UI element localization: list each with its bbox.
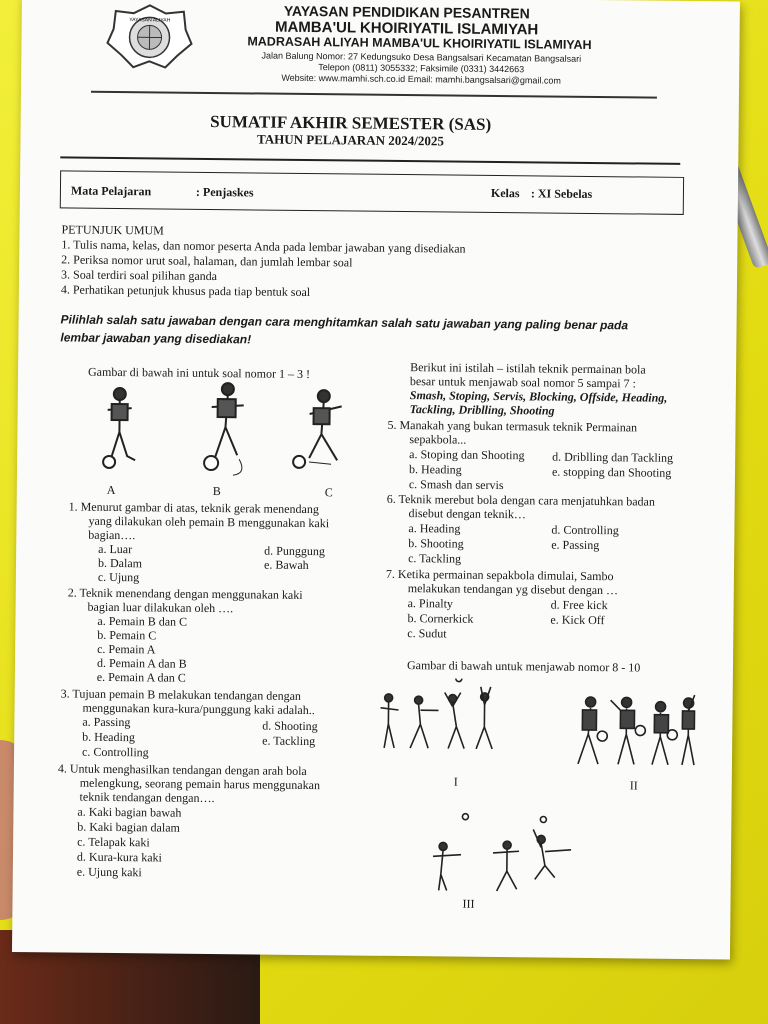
- football-kick-figures: [87, 380, 358, 483]
- terms-list: Smash, Stoping, Servis, Blocking, Offside, Heading,: [409, 388, 668, 405]
- terms-intro: besar untuk menjawab soal nomor 5 sampai 7 :: [409, 374, 636, 391]
- option[interactable]: c. Tackling: [408, 551, 462, 566]
- option[interactable]: e. stopping dan Shooting: [551, 464, 672, 480]
- question-6-text: disebut dengan teknik…: [408, 506, 526, 522]
- option[interactable]: c. Pemain A: [97, 641, 156, 657]
- group-ii-figure: [578, 683, 697, 765]
- class-label: Kelas: [490, 185, 520, 201]
- option[interactable]: c. Ujung: [97, 569, 140, 585]
- question-4-text: melengkung, seorang pemain harus menggunakan: [79, 775, 321, 793]
- option[interactable]: b. Heading: [82, 729, 135, 745]
- question-5-text: sepakbola...: [409, 432, 467, 447]
- question-3-text: menggunakan kura-kura/punggung kaki adalah..: [82, 700, 315, 718]
- figure-2-caption: Gambar di bawah untuk menjawab nomor 8 - 10: [406, 658, 641, 675]
- group-i-figure: [380, 678, 493, 749]
- question-7-text: 7. Ketika permainan sepakbola dimulai, Sambo: [385, 566, 614, 584]
- header-divider: [91, 91, 657, 99]
- subject-label: Mata Pelajaran: [70, 183, 152, 199]
- option[interactable]: b. Kaki bagian dalam: [77, 819, 180, 835]
- question-6-text: 6. Teknik merebut bola dengan cara menjatuhkan badan: [386, 491, 655, 509]
- question-1-text: yang dilakukan oleh pemain B menggunakan kaki: [88, 513, 330, 531]
- question-4-text: teknik tendangan dengan….: [79, 789, 215, 806]
- figure-label-c: C: [324, 485, 333, 500]
- exam-paper: [12, 0, 740, 959]
- option[interactable]: e. Pemain A dan C: [96, 669, 186, 685]
- foundation-name: YAYASAN PENDIDIKAN PESANTREN: [283, 2, 530, 22]
- question-1-text: 1. Menurut gambar di atas, teknik gerak menendang: [68, 499, 319, 517]
- option[interactable]: d. Shooting: [262, 718, 318, 734]
- subject-box: [60, 170, 684, 215]
- madrasah-name: MADRASAH ALIYAH MAMBA'UL KHOIRIYATIL ISLAMIYAH: [247, 34, 592, 52]
- instruction-item: 4. Perhatikan petunjuk khusus pada tiap bentuk soal: [60, 282, 311, 300]
- instruction-item: 2. Periksa nomor urut soal, halaman, dan jumlah lembar soal: [61, 252, 353, 270]
- option[interactable]: b. Pemain C: [97, 627, 157, 643]
- option[interactable]: e. Bawah: [263, 557, 309, 573]
- school-logo: [105, 3, 194, 70]
- title-divider: [60, 156, 680, 164]
- option[interactable]: a. Pemain B dan C: [97, 613, 188, 629]
- player-b-figure: [204, 383, 244, 475]
- question-5-text: 5. Manakah yang bukan termasuk teknik Permainan: [387, 417, 638, 435]
- instruction-item: 1. Tulis nama, kelas, dan nomor peserta Anda pada lembar jawaban yang disediakan: [61, 237, 466, 256]
- option[interactable]: c. Controlling: [81, 744, 149, 760]
- option[interactable]: b. Shooting: [408, 536, 464, 551]
- svg-text:YAYASAN ALIYAH: YAYASAN ALIYAH: [129, 17, 171, 24]
- question-3-text: 3. Tujuan pemain B melakukan tendangan dengan: [60, 686, 302, 703]
- option[interactable]: e. Passing: [551, 537, 600, 553]
- player-c-figure: [293, 390, 342, 468]
- group-iii-figure: [433, 813, 572, 891]
- option[interactable]: d. Kura-kura kaki: [76, 849, 163, 865]
- directive-line-2: lembar jawaban yang disediakan!: [60, 330, 252, 347]
- pesantren-name: MAMBA'UL KHOIRIYATIL ISLAMIYAH: [274, 18, 539, 39]
- volleyball-figures: [374, 678, 696, 911]
- option[interactable]: d. Controlling: [551, 522, 619, 538]
- class-value: : XI Sebelas: [530, 186, 593, 201]
- terms-intro: Berikut ini istilah – istilah teknik permainan bola: [410, 360, 646, 377]
- figure-label-i: I: [453, 774, 458, 789]
- figure-label-a: A: [106, 482, 116, 498]
- question-4-text: 4. Untuk menghasilkan tendangan dengan arah bola: [57, 761, 307, 779]
- instruction-item: 3. Soal terdiri soal pilihan ganda: [60, 267, 218, 284]
- question-2-text: bagian luar dilakukan oleh ….: [87, 599, 234, 616]
- option[interactable]: d. Driblling dan Tackling: [552, 449, 674, 465]
- exam-year: TAHUN PELAJARAN 2024/2025: [256, 131, 444, 149]
- question-2-text: 2. Teknik menendang dengan menggunakan kaki: [67, 585, 303, 602]
- option[interactable]: b. Cornerkick: [407, 611, 474, 626]
- option[interactable]: b. Heading: [408, 462, 462, 477]
- option[interactable]: b. Dalam: [97, 555, 143, 571]
- option[interactable]: e. Ujung kaki: [76, 864, 142, 880]
- option[interactable]: c. Sudut: [407, 626, 447, 641]
- option[interactable]: d. Pemain A dan B: [96, 655, 187, 671]
- subject-value: : Penjaskes: [195, 184, 254, 200]
- option[interactable]: a. Heading: [408, 521, 461, 536]
- option[interactable]: a. Pinalty: [407, 596, 454, 611]
- school-phone: Telepon (0811) 3055332; Faksimile (0331) 3442663: [318, 62, 525, 75]
- directive-line-1: Pilihlah salah satu jawaban dengan cara menghitamkan salah satu jawaban yang paling benar pada: [60, 312, 629, 333]
- terms-list: Tackling, Driblling, Shooting: [409, 402, 555, 418]
- option[interactable]: c. Smash dan servis: [408, 477, 504, 493]
- option[interactable]: e. Kick Off: [550, 612, 605, 628]
- figure-label-ii: II: [629, 778, 638, 793]
- school-website: Website: www.mamhi.sch.co.id Email: mamhi.bangsalsari@gmail.com: [281, 72, 561, 86]
- player-a-figure: [103, 388, 136, 468]
- option[interactable]: c. Telapak kaki: [77, 834, 150, 850]
- question-7-text: melakukan tendangan yg disebut dengan …: [407, 581, 619, 598]
- option[interactable]: a. Passing: [82, 714, 131, 730]
- question-1-text: bagian….: [88, 527, 136, 543]
- figure-label-iii: III: [462, 896, 475, 911]
- option[interactable]: a. Kaki bagian bawah: [77, 804, 182, 820]
- exam-title: SUMATIF AKHIR SEMESTER (SAS): [210, 111, 492, 134]
- option[interactable]: e. Tackling: [262, 733, 316, 749]
- option[interactable]: d. Punggung: [264, 543, 325, 559]
- school-address: Jalan Balung Nomor: 27 Kedungsuko Desa Bangsalsari Kecamatan Bangsalsari: [261, 50, 582, 64]
- figure-1-caption: Gambar di bawah ini untuk soal nomor 1 – 3 !: [87, 364, 311, 382]
- instructions-heading: PETUNJUK UMUM: [61, 222, 164, 238]
- figure-label-b: B: [212, 484, 221, 499]
- option[interactable]: a. Stoping dan Shooting: [409, 447, 525, 463]
- option[interactable]: a. Luar: [98, 541, 133, 557]
- option[interactable]: d. Free kick: [550, 597, 608, 613]
